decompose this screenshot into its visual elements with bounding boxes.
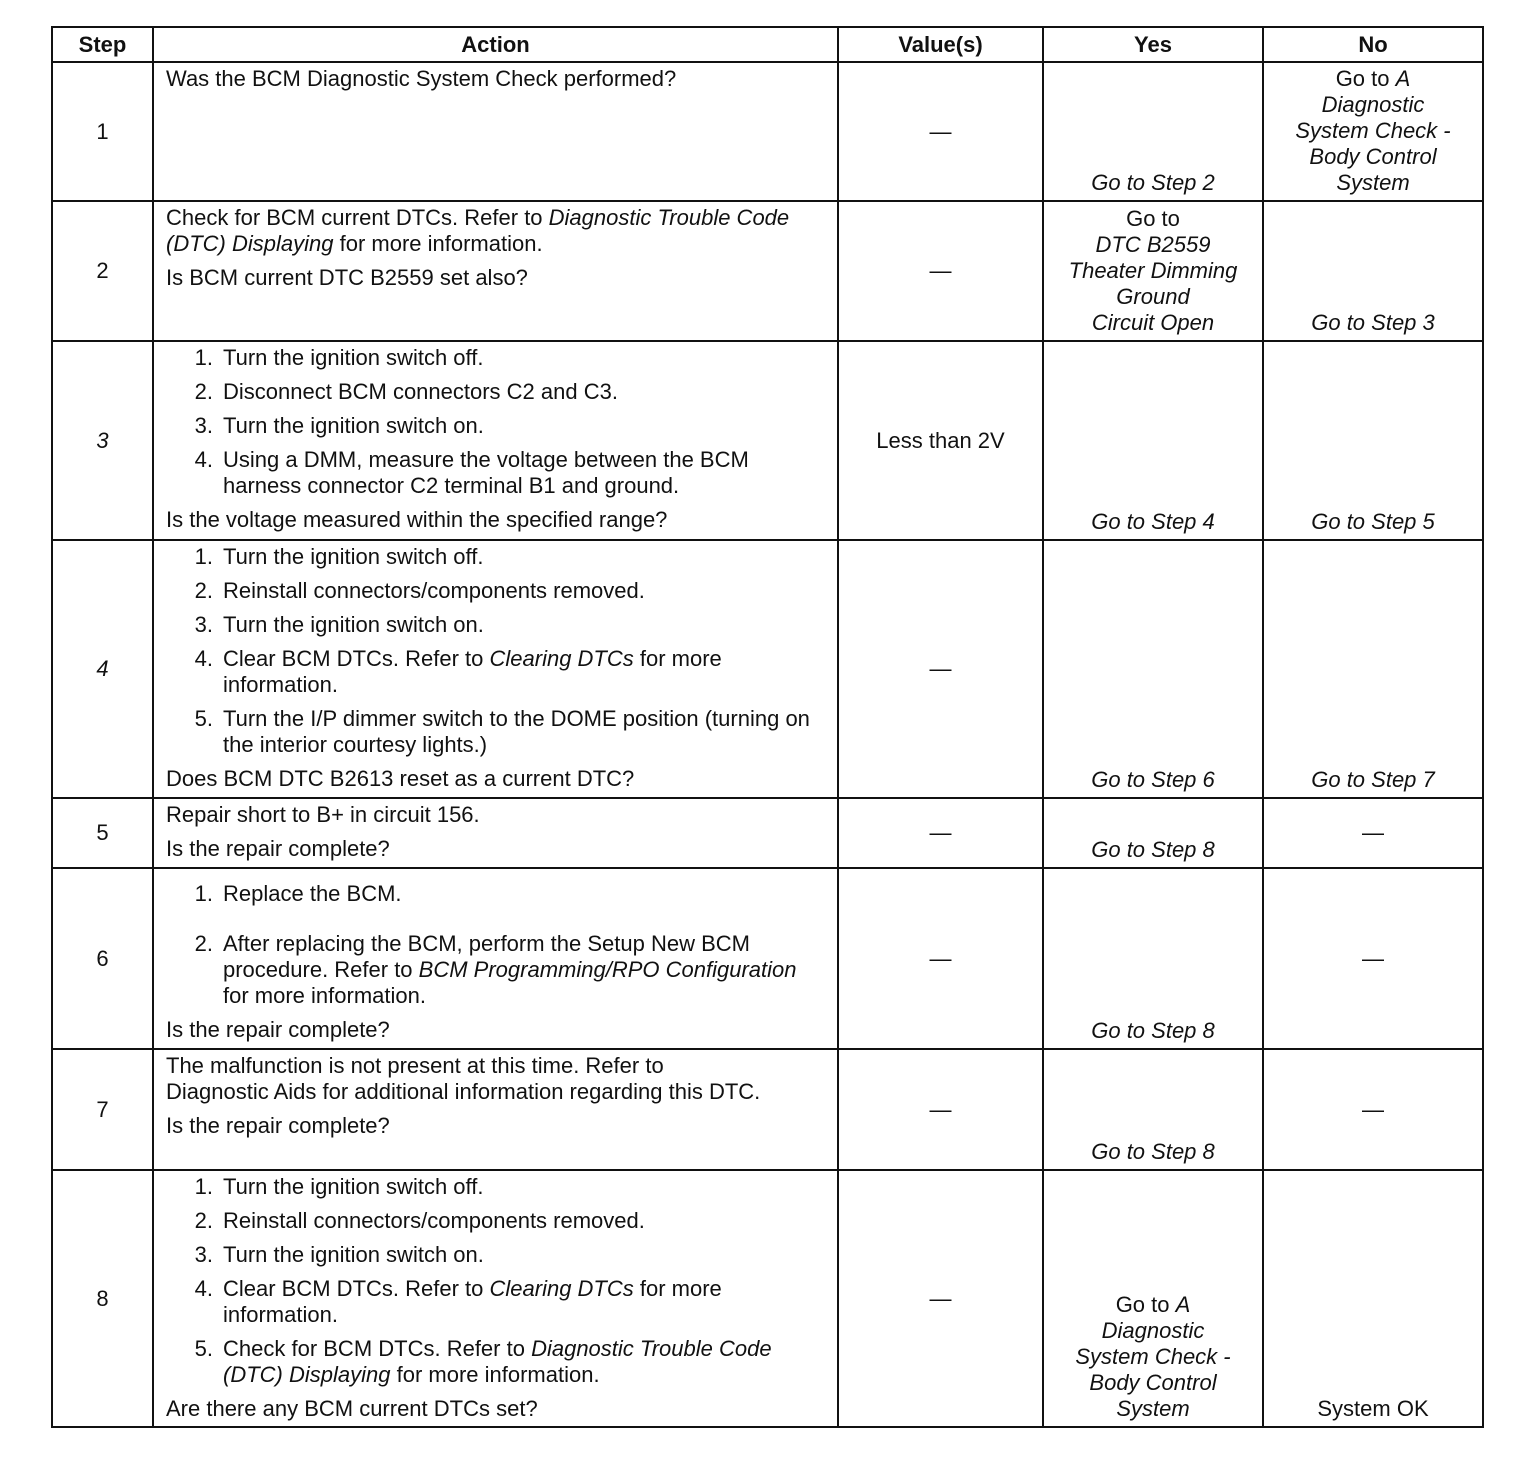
- value-cell: —: [838, 1049, 1043, 1170]
- yes-link: System: [1116, 1396, 1190, 1421]
- action-list: [166, 544, 825, 758]
- no-link: System: [1336, 170, 1410, 195]
- yes-link: Diagnostic: [1101, 1318, 1205, 1343]
- list-text: [223, 1336, 825, 1388]
- yes-link: Body Control: [1089, 1370, 1217, 1395]
- list-text-part: for more information.: [223, 646, 722, 697]
- list-number: 4.: [194, 646, 213, 671]
- table-row-step-1: [52, 62, 1483, 201]
- list-item: [166, 1276, 825, 1328]
- list-text: [223, 646, 825, 698]
- list-item: [166, 379, 825, 405]
- value-cell: Less than 2V: [838, 341, 1043, 540]
- action-text-part: for more information.: [333, 231, 543, 256]
- list-text: Turn the ignition switch on.: [223, 413, 484, 438]
- action-reference: Diagnostic Trouble Code (DTC) Displaying: [166, 205, 790, 256]
- step-number: 2: [52, 201, 153, 341]
- action-question: Does BCM DTC B2613 reset as a current DTC?: [166, 766, 635, 791]
- list-reference: Clearing DTCs: [489, 646, 634, 671]
- no-cell: Go to Step 7: [1263, 540, 1483, 798]
- list-item: [166, 578, 825, 604]
- list-text: Replace the BCM.: [223, 881, 402, 906]
- yes-cell: Go to Step 8: [1043, 798, 1263, 868]
- yes-link: Theater Dimming: [1068, 258, 1238, 283]
- no-cell: —: [1263, 1049, 1483, 1170]
- action-cell: [153, 62, 838, 201]
- list-reference: Diagnostic Trouble Code (DTC) Displaying: [223, 1336, 772, 1387]
- action-question: Was the BCM Diagnostic System Check performed?: [166, 66, 677, 91]
- action-list: [166, 345, 825, 499]
- action-cell: [153, 1049, 838, 1170]
- list-item: [166, 345, 825, 371]
- list-text: Turn the ignition switch off.: [223, 544, 484, 569]
- list-item: [166, 1242, 825, 1268]
- list-item: [166, 612, 825, 638]
- no-link: System Check -: [1295, 118, 1451, 143]
- list-number: 2.: [194, 931, 213, 956]
- list-item: [166, 706, 825, 758]
- yes-text: Go to: [1115, 1292, 1176, 1317]
- list-text-part: Check for BCM DTCs. Refer to: [223, 1336, 532, 1361]
- action-cell: [153, 1170, 838, 1427]
- table-row-step-8: [52, 1170, 1483, 1427]
- step-number: 5: [52, 798, 153, 868]
- yes-cell: Go to Step 4: [1043, 341, 1263, 540]
- step-number: 7: [52, 1049, 153, 1170]
- list-item: [166, 1174, 825, 1200]
- list-text: Reinstall connectors/components removed.: [223, 578, 645, 603]
- no-cell: [1263, 62, 1483, 201]
- no-link: Diagnostic: [1321, 92, 1425, 117]
- list-number: 3.: [194, 1242, 213, 1267]
- list-number: 3.: [194, 612, 213, 637]
- list-number: 5.: [194, 706, 213, 731]
- list-number: 2.: [194, 1208, 213, 1233]
- action-text: Repair short to B+ in circuit 156.: [166, 802, 480, 827]
- step-number: 6: [52, 868, 153, 1049]
- yes-cell: Go to Step 6: [1043, 540, 1263, 798]
- yes-link: Circuit Open: [1091, 310, 1215, 335]
- header-action: Action: [153, 27, 838, 62]
- value-cell: —: [838, 540, 1043, 798]
- list-number: 1.: [194, 881, 213, 906]
- no-cell: Go to Step 5: [1263, 341, 1483, 540]
- value-cell: —: [838, 798, 1043, 868]
- list-text: Using a DMM, measure the voltage between the BCM harness connector C2 terminal B1 and ground.: [223, 447, 749, 498]
- action-question: Is the repair complete?: [166, 1113, 390, 1138]
- list-text-part: for more information.: [223, 983, 426, 1008]
- no-link: Body Control: [1309, 144, 1437, 169]
- list-text: [223, 1276, 825, 1328]
- action-cell: [153, 868, 838, 1049]
- value-cell: —: [838, 1170, 1043, 1427]
- yes-cell: Go to Step 8: [1043, 868, 1263, 1049]
- list-item: [166, 931, 825, 1009]
- list-reference: Clearing DTCs: [489, 1276, 634, 1301]
- no-cell: —: [1263, 798, 1483, 868]
- list-item: [166, 1208, 825, 1234]
- list-number: 4.: [194, 1276, 213, 1301]
- header-row: [52, 27, 1483, 62]
- yes-cell: [1043, 201, 1263, 341]
- no-cell: Go to Step 3: [1263, 201, 1483, 341]
- header-values: Value(s): [838, 27, 1043, 62]
- value-cell: —: [838, 201, 1043, 341]
- yes-text: Go to: [1126, 206, 1180, 231]
- step-number: 1: [52, 62, 153, 201]
- list-text: Turn the ignition switch off.: [223, 1174, 484, 1199]
- table-row-step-2: [52, 201, 1483, 341]
- list-number: 1.: [194, 345, 213, 370]
- no-cell: —: [1263, 868, 1483, 1049]
- yes-link: DTC B2559: [1095, 232, 1211, 257]
- list-text: Disconnect BCM connectors C2 and C3.: [223, 379, 618, 404]
- list-text: Turn the I/P dimmer switch to the DOME position (turning on the interior courtesy lights.): [223, 706, 810, 757]
- list-reference: BCM Programming/RPO Configuration: [418, 957, 797, 982]
- list-item: [166, 881, 825, 907]
- list-text: Turn the ignition switch on.: [223, 612, 484, 637]
- yes-cell: [1043, 1170, 1263, 1427]
- list-text: [223, 931, 825, 1009]
- diagnostic-table: [51, 26, 1484, 1428]
- list-number: 1.: [194, 1174, 213, 1199]
- yes-link: System Check -: [1075, 1344, 1231, 1369]
- list-text-part: Clear BCM DTCs. Refer to: [223, 1276, 490, 1301]
- list-item: [166, 1336, 825, 1388]
- list-item: [166, 646, 825, 698]
- step-number: 4: [52, 540, 153, 798]
- no-cell: System OK: [1263, 1170, 1483, 1427]
- header-yes: Yes: [1043, 27, 1263, 62]
- action-question: Is BCM current DTC B2559 set also?: [166, 265, 528, 290]
- list-number: 3.: [194, 413, 213, 438]
- yes-cell: Go to Step 2: [1043, 62, 1263, 201]
- action-cell: [153, 798, 838, 868]
- action-list: [166, 1174, 825, 1388]
- action-cell: [153, 540, 838, 798]
- action-cell: [153, 341, 838, 540]
- list-text: Turn the ignition switch off.: [223, 345, 484, 370]
- action-text: [166, 205, 825, 257]
- table-row-step-4: [52, 540, 1483, 798]
- list-text: Turn the ignition switch on.: [223, 1242, 484, 1267]
- list-number: 5.: [194, 1336, 213, 1361]
- no-text: Go to: [1335, 66, 1396, 91]
- list-item: [166, 544, 825, 570]
- action-cell: [153, 201, 838, 341]
- list-text-part: for more information.: [223, 1276, 722, 1327]
- action-question: Is the voltage measured within the specified range?: [166, 507, 668, 532]
- list-text-part: After replacing the BCM, perform the Setup New BCM procedure. Refer to: [223, 931, 750, 982]
- list-item: [166, 447, 825, 499]
- table-row-step-5: [52, 798, 1483, 868]
- action-list: [166, 881, 825, 1009]
- list-text: Reinstall connectors/components removed.: [223, 1208, 645, 1233]
- yes-link: A: [1175, 1292, 1191, 1317]
- header-step: Step: [52, 27, 153, 62]
- table-row-step-3: [52, 341, 1483, 540]
- yes-link: Ground: [1116, 284, 1190, 309]
- list-number: 2.: [194, 578, 213, 603]
- action-text: The malfunction is not present at this time. Refer to Diagnostic Aids for additional information regarding this DTC.: [166, 1053, 761, 1104]
- action-question: Is the repair complete?: [166, 1017, 390, 1042]
- action-question: Is the repair complete?: [166, 836, 390, 861]
- list-number: 2.: [194, 379, 213, 404]
- list-text-part: Clear BCM DTCs. Refer to: [223, 646, 490, 671]
- value-cell: —: [838, 62, 1043, 201]
- list-text-part: for more information.: [390, 1362, 600, 1387]
- table-row-step-6: [52, 868, 1483, 1049]
- no-link: A: [1395, 66, 1411, 91]
- action-question: Are there any BCM current DTCs set?: [166, 1396, 538, 1421]
- list-number: 4.: [194, 447, 213, 472]
- value-cell: —: [838, 868, 1043, 1049]
- step-number: 3: [52, 341, 153, 540]
- action-text-part: Check for BCM current DTCs. Refer to: [166, 205, 549, 230]
- header-no: No: [1263, 27, 1483, 62]
- step-number: 8: [52, 1170, 153, 1427]
- list-item: [166, 413, 825, 439]
- table-row-step-7: [52, 1049, 1483, 1170]
- list-number: 1.: [194, 544, 213, 569]
- yes-cell: Go to Step 8: [1043, 1049, 1263, 1170]
